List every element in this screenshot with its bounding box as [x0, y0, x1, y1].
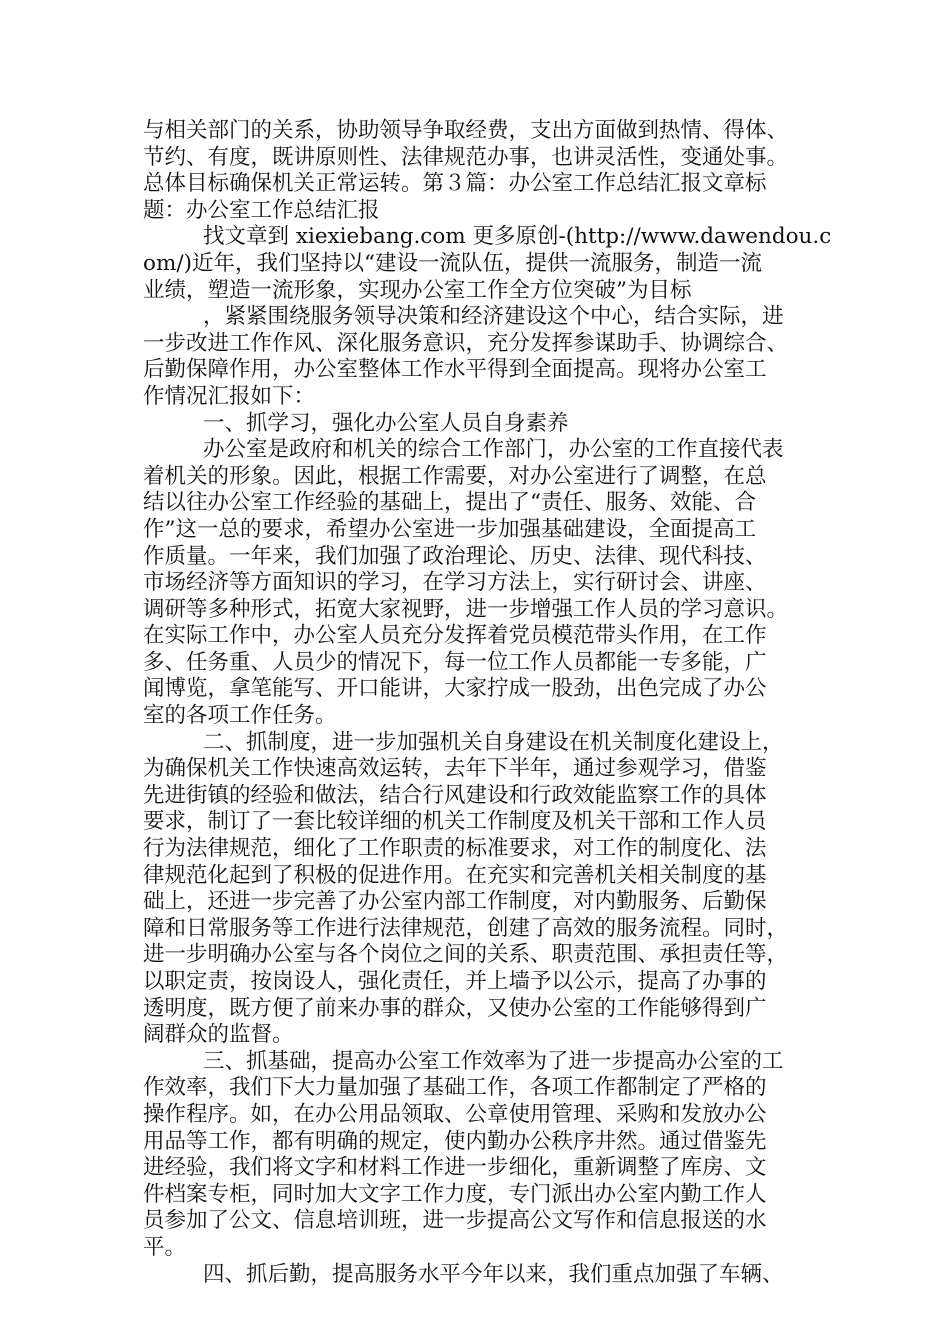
text-line: 作质量。一年来，我们加强了政治理论、历史、法律、现代科技、 — [143, 543, 767, 569]
text-line: 调研等多种形式，拓宽大家视野，进一步增强工作人员的学习意识。 — [143, 596, 789, 622]
text-line: 办公室是政府和机关的综合工作部门，办公室的工作直接代表 — [203, 437, 784, 463]
text-line: 用品等工作，都有明确的规定，使内勤办公秩序井然。通过借鉴先 — [143, 1128, 767, 1154]
text-line: 总体目标确保机关正常运转。第３篇：办公室工作总结汇报文章标 — [143, 171, 767, 197]
text-line: 题：办公室工作总结汇报 — [143, 197, 380, 223]
text-line: 闻博览，拿笔能写、开口能讲，大家拧成一股劲，出色完成了办公 — [143, 676, 767, 702]
text-line: 市场经济等方面知识的学习，在学习方法上，实行研讨会、讲座、 — [143, 570, 767, 596]
text-line: 进一步明确办公室与各个岗位之间的关系、职责范围、承担责任等， — [143, 942, 789, 968]
text-line: 与相关部门的关系，协助领导争取经费，支出方面做到热情、得体、 — [143, 118, 789, 143]
text-line: 作效率，我们下大力量加强了基础工作，各项工作都制定了严格的 — [143, 1075, 767, 1101]
text-line: 先进街镇的经验和做法，结合行风建设和行政效能监察工作的具体 — [143, 782, 767, 808]
text-line: 为确保机关工作快速高效运转，去年下半年，通过参观学习，借鉴 — [143, 756, 767, 782]
text-line: 节约、有度，既讲原则性、法律规范办事，也讲灵活性，变通处事。 — [143, 144, 789, 170]
text-line: 找文章到 xiexiebang.com 更多原创-(http://www.dawendou.c — [203, 224, 832, 250]
text-line: ，紧紧围绕服务领导决策和经济建设这个中心，结合实际，进 — [203, 304, 784, 330]
text-line: 操作程序。如，在办公用品领取、公章使用管理、采购和发放办公 — [143, 1101, 767, 1127]
text-line: 作”这一总的要求，希望办公室进一步加强基础建设，全面提高工 — [143, 516, 756, 542]
text-line: 一、抓学习，强化办公室人员自身素养 — [203, 410, 569, 436]
text-line: 透明度，既方便了前来办事的群众，又使办公室的工作能够得到广 — [143, 995, 767, 1021]
text-line: 进经验，我们将文字和材料工作进一步细化，重新调整了库房、文 — [143, 1155, 767, 1181]
text-line: 后勤保障作用，办公室整体工作水平得到全面提高。现将办公室工 — [143, 357, 767, 383]
text-line: 律规范化起到了积极的促进作用。在充实和完善机关相关制度的基 — [143, 862, 767, 888]
text-line: om/)近年，我们坚持以“建设一流队伍，提供一流服务，制造一流 — [143, 250, 762, 276]
text-line: 障和日常服务等工作进行法律规范，创建了高效的服务流程。同时， — [143, 915, 789, 941]
text-line: 二、抓制度，进一步加强机关自身建设在机关制度化建设上， — [203, 729, 784, 755]
text-line: 结以往办公室工作经验的基础上，提出了“责任、服务、效能、合 — [143, 490, 756, 516]
text-line: 作情况汇报如下： — [143, 383, 316, 409]
text-line: 多、任务重、人员少的情况下，每一位工作人员都能一专多能，广 — [143, 649, 767, 675]
text-line: 行为法律规范，细化了工作职责的标准要求，对工作的制度化、法 — [143, 836, 767, 862]
text-line: 员参加了公文、信息培训班，进一步提高公文写作和信息报送的水 — [143, 1208, 767, 1234]
text-line: 础上，还进一步完善了办公室内部工作制度，对内勤服务、后勤保 — [143, 889, 767, 915]
text-line: 件档案专柜，同时加大文字工作力度，专门派出办公室内勤工作人 — [143, 1181, 767, 1207]
text-line: 在实际工作中，办公室人员充分发挥着党员模范带头作用，在工作 — [143, 623, 767, 649]
text-line: 要求，制订了一套比较详细的机关工作制度及机关干部和工作人员 — [143, 809, 767, 835]
text-line: 阔群众的监督。 — [143, 1022, 294, 1048]
text-line: 着机关的形象。因此，根据工作需要，对办公室进行了调整，在总 — [143, 463, 767, 489]
text-line: 室的各项工作任务。 — [143, 703, 337, 729]
text-line: 以职定责，按岗设人，强化责任，并上墙予以公示，提高了办事的 — [143, 969, 767, 994]
text-line: 业绩，塑造一流形象，实现办公室工作全方位突破”为目标 — [143, 277, 692, 303]
document-page — [143, 118, 832, 1288]
text-line: 三、抓基础，提高办公室工作效率为了进一步提高办公室的工 — [203, 1048, 784, 1074]
text-line: 一步改进工作作风、深化服务意识，充分发挥参谋助手、协调综合、 — [143, 330, 789, 356]
text-line: 平。 — [143, 1234, 187, 1260]
text-line: 四、抓后勤，提高服务水平今年以来，我们重点加强了车辆、 — [203, 1261, 784, 1287]
